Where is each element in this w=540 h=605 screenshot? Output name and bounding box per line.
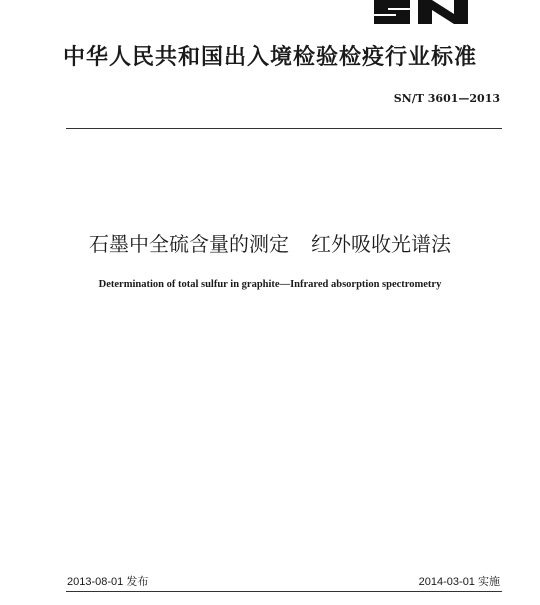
implement-label: 实施 <box>478 576 500 588</box>
footer-divider <box>66 591 502 592</box>
chinese-title-part1: 石墨中全硫含量的测定 <box>89 232 289 256</box>
standard-number: SN/T 3601—2013 <box>393 92 500 105</box>
issue-date-line <box>67 573 148 589</box>
issue-label: 发布 <box>126 576 149 588</box>
implement-date: 2014-03-01 <box>418 576 475 588</box>
sn-logo <box>372 0 492 24</box>
english-title: Determination of total sulfur in graphite—Infrared absorption spectrometry <box>98 279 442 290</box>
sn-logo-letter-n <box>418 0 468 24</box>
org-title: 中华人民共和国出入境检验检疫行业标准 <box>62 45 477 70</box>
sn-logo-letter-s <box>374 0 410 24</box>
chinese-title <box>0 228 540 257</box>
implement-date-line <box>419 573 500 589</box>
issue-date: 2013-08-01 <box>67 576 124 588</box>
header-divider <box>66 128 502 129</box>
chinese-title-part2: 红外吸收光谱法 <box>311 232 451 256</box>
